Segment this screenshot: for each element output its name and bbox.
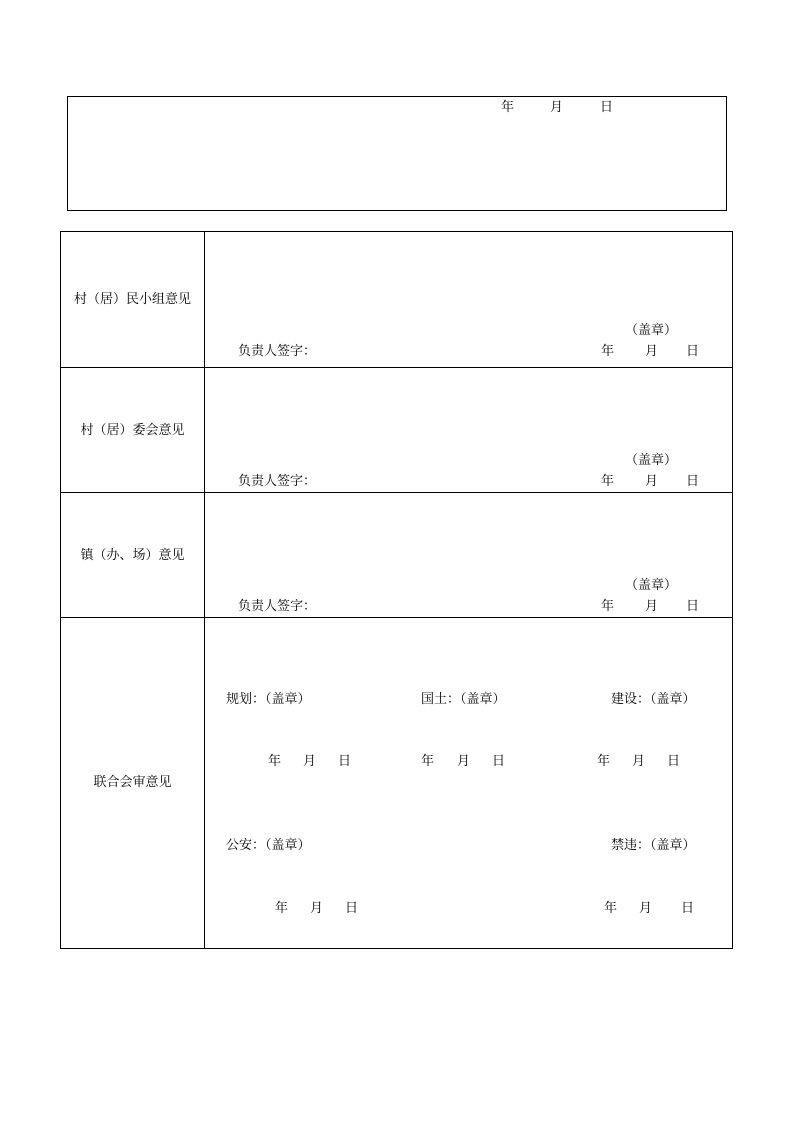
row-date-year: 年	[601, 474, 615, 489]
row-divider-3	[60, 617, 733, 618]
top-date-month: 月	[550, 100, 564, 115]
dept-date-day: 日	[492, 754, 506, 769]
dept-date-month: 月	[303, 754, 317, 769]
row-label-group-opinion: 村（居）民小组意见	[73, 292, 191, 307]
row-date-year: 年	[601, 599, 615, 614]
dept-date-month: 月	[632, 754, 646, 769]
row-date-day: 日	[686, 474, 700, 489]
dept-land-seal: 国土：（盖章）	[421, 692, 506, 707]
dept-date-year: 年	[275, 901, 289, 916]
row-seal: （盖章）	[625, 323, 678, 338]
row-seal: （盖章）	[625, 453, 678, 468]
row-date-day: 日	[686, 599, 700, 614]
dept-date-day: 日	[338, 754, 352, 769]
dept-date-day: 日	[667, 754, 681, 769]
top-opinion-box	[67, 96, 727, 211]
dept-police-seal: 公安：（盖章）	[226, 838, 311, 853]
dept-date-year: 年	[597, 754, 611, 769]
row-date-day: 日	[686, 344, 700, 359]
row-label-committee-opinion: 村（居）委会意见	[80, 423, 185, 438]
dept-date-month: 月	[310, 901, 324, 916]
dept-anti-illegal-seal: 禁违：（盖章）	[611, 838, 696, 853]
dept-date-day: 日	[345, 901, 359, 916]
dept-construction-seal: 建设：（盖章）	[611, 692, 696, 707]
dept-date-year: 年	[268, 754, 282, 769]
row-seal: （盖章）	[625, 578, 678, 593]
row-divider-1	[60, 367, 733, 368]
top-date-year: 年	[501, 100, 515, 115]
dept-planning-seal: 规划：（盖章）	[226, 692, 311, 707]
row-divider-2	[60, 492, 733, 493]
row-date-year: 年	[601, 344, 615, 359]
top-date-day: 日	[600, 100, 614, 115]
table-column-divider	[204, 231, 205, 949]
row-label-town-opinion: 镇（办、场）意见	[80, 548, 185, 563]
dept-date-month: 月	[457, 754, 471, 769]
dept-date-year: 年	[604, 901, 618, 916]
row-signer-label: 负责人签字：	[238, 344, 317, 359]
row-date-month: 月	[645, 599, 659, 614]
dept-date-year: 年	[421, 754, 435, 769]
dept-date-month: 月	[639, 901, 653, 916]
row-signer-label: 负责人签字：	[238, 599, 317, 614]
row-label-joint-review: 联合会审意见	[93, 775, 172, 790]
row-date-month: 月	[645, 344, 659, 359]
row-signer-label: 负责人签字：	[238, 474, 317, 489]
dept-date-day: 日	[681, 901, 695, 916]
row-date-month: 月	[645, 474, 659, 489]
